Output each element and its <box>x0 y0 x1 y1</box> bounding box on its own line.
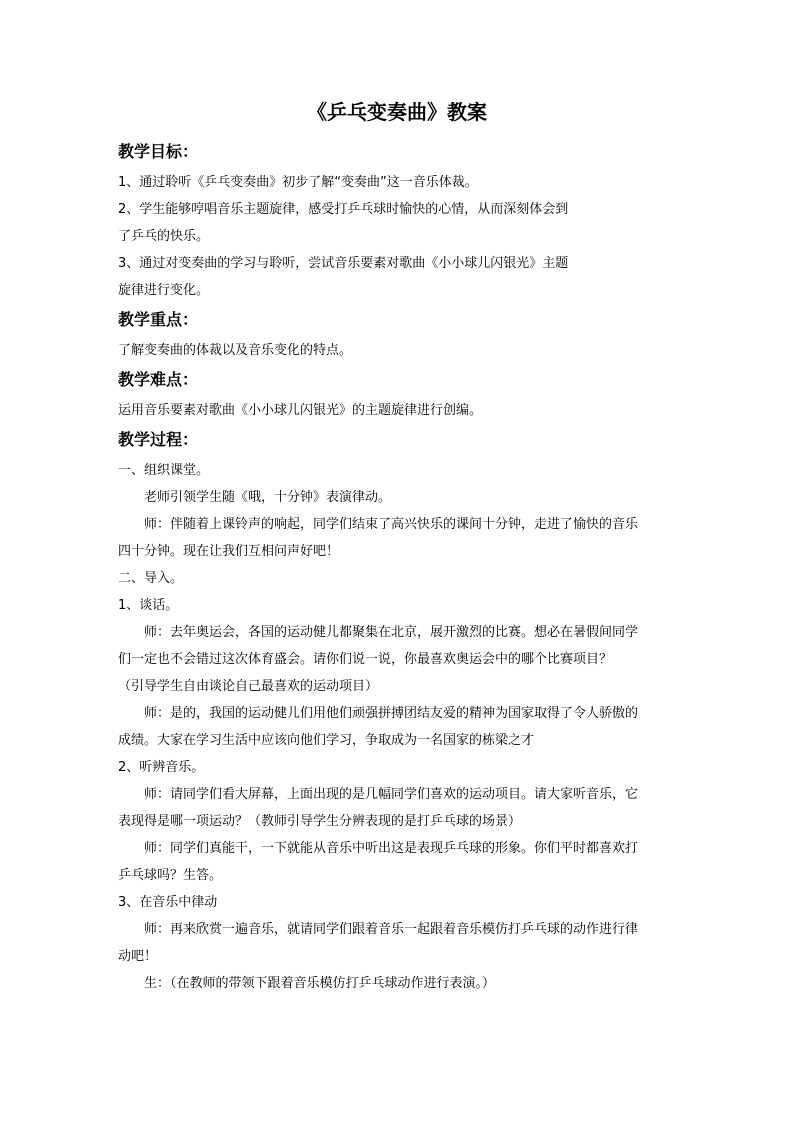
process-line-15: 师：同学们真能干，一下就能从音乐中听出这是表现乒乓球的形象。你们平时都喜欢打 <box>144 841 639 856</box>
objective-line-1: 1、通过聆听《乒乓变奏曲》初步了解“变奏曲”这一音乐体裁。 <box>118 175 478 190</box>
process-line-17: 3、在音乐中律动 <box>118 895 218 910</box>
difficulty-line-1: 运用音乐要素对歌曲《小小球儿闪银光》的主题旋律进行创编。 <box>118 403 483 418</box>
process-line-6: 1、谈话。 <box>118 598 179 613</box>
document-body <box>118 136 678 997</box>
process-line-2: 老师引领学生随《哦，十分钟》表演律动。 <box>144 490 392 505</box>
process-line-18: 师：再来欣赏一遍音乐，就请同学们跟着音乐一起跟着音乐模仿打乒乓球的动作进行律 <box>144 922 639 937</box>
objective-line-2: 2、学生能够哼唱音乐主题旋律，感受打乒乓球时愉快的心情，从而深刻体会到 <box>118 202 569 217</box>
process-line-11: 成绩。大家在学习生活中应该向他们学习，争取成为一名国家的栋梁之才 <box>118 733 535 748</box>
key-point-line-1: 了解变奏曲的体裁以及音乐变化的特点。 <box>118 343 353 358</box>
process-line-3: 师：伴随着上课铃声的响起，同学们结束了高兴快乐的课间十分钟，走进了愉快的音乐 <box>144 517 639 532</box>
process-line-19: 动吧！ <box>118 949 158 964</box>
process-line-14: 表现得是哪一项运动？（教师引导学生分辨表现的是打乒乓球的场景） <box>118 814 522 829</box>
process-line-10: 师：是的，我国的运动健儿们用他们顽强拼搏团结友爱的精神为国家取得了令人骄傲的 <box>144 706 639 721</box>
process-line-13: 师：请同学们看大屏幕，上面出现的是几幅同学们喜欢的运动项目。请大家听音乐，它 <box>144 787 639 802</box>
section-heading-objectives: 教学目标： <box>118 142 199 161</box>
section-heading-process: 教学过程： <box>118 430 199 449</box>
objective-line-3: 了乒乓的快乐。 <box>118 229 210 244</box>
process-line-8: 们一定也不会错过这次体育盛会。请你们说一说，你最喜欢奥运会中的哪个比赛项目？ <box>118 652 613 667</box>
process-line-4: 四十分钟。现在让我们互相问声好吧！ <box>118 544 340 559</box>
process-line-1: 一、组织课堂。 <box>118 463 210 478</box>
objective-line-5: 旋律进行变化。 <box>118 283 210 298</box>
process-line-5: 二、导入。 <box>118 571 184 586</box>
document-title: 《乒乓变奏曲》教案 <box>307 100 487 124</box>
process-line-16: 乒乓球吗？生答。 <box>118 868 223 883</box>
process-line-12: 2、听辨音乐。 <box>118 760 205 775</box>
process-line-20: 生：（在教师的带领下跟着音乐模仿打乒乓球动作进行表演。） <box>144 976 496 991</box>
process-line-9: （引导学生自由谈论自己最喜欢的运动项目） <box>118 679 379 694</box>
section-heading-key-points: 教学重点： <box>118 310 199 329</box>
section-heading-difficulties: 教学难点： <box>118 370 199 389</box>
process-line-7: 师：去年奥运会，各国的运动健儿都聚集在北京，展开激烈的比赛。想必在暑假间同学 <box>144 625 639 640</box>
objective-line-4: 3、通过对变奏曲的学习与聆听，尝试音乐要素对歌曲《小小球儿闪银光》主题 <box>118 256 569 271</box>
